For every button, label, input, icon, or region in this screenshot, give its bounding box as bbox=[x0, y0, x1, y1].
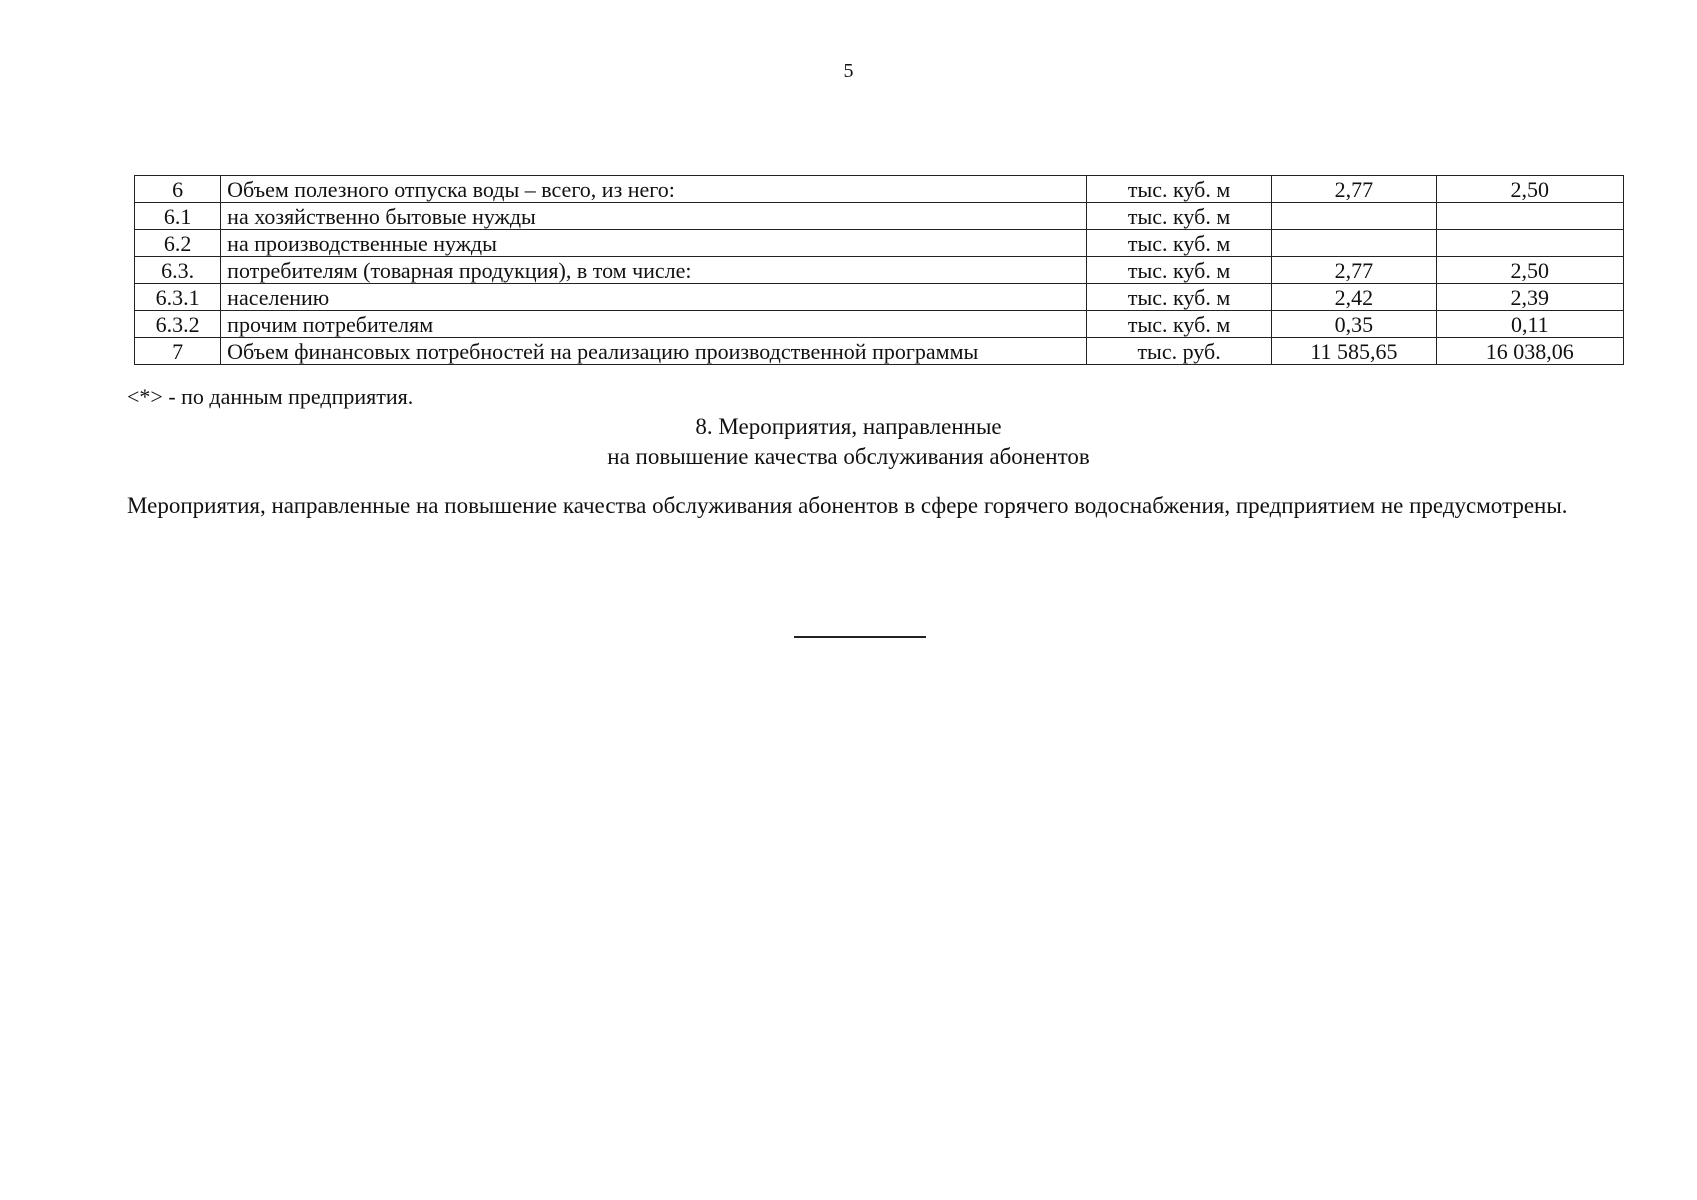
table-row bbox=[135, 338, 1624, 365]
row-unit-cell: тыс. куб. м bbox=[1086, 230, 1271, 257]
row-unit-cell: тыс. куб. м bbox=[1086, 203, 1271, 230]
table-row bbox=[135, 257, 1624, 284]
row-unit-cell: тыс. куб. м bbox=[1086, 257, 1271, 284]
row-name-cell: Объем финансовых потребностей на реализацию производственной программы bbox=[221, 338, 1087, 365]
row-number-cell: 6 bbox=[135, 176, 221, 203]
section-heading bbox=[0, 412, 1697, 472]
row-number-cell: 6.3.1 bbox=[135, 284, 221, 311]
row-unit-cell: тыс. куб. м bbox=[1086, 284, 1271, 311]
production-program-table bbox=[134, 175, 1624, 365]
row-name-cell: на производственные нужды bbox=[221, 230, 1087, 257]
row-value-1-cell: 11 585,65 bbox=[1272, 338, 1436, 365]
section-heading-line-2: на повышение качества обслуживания абонентов bbox=[607, 444, 1090, 469]
row-value-2-cell bbox=[1436, 230, 1623, 257]
row-name-cell: Объем полезного отпуска воды – всего, из него: bbox=[221, 176, 1087, 203]
row-value-1-cell: 2,77 bbox=[1272, 257, 1436, 284]
table-row bbox=[135, 311, 1624, 338]
row-value-1-cell: 2,77 bbox=[1272, 176, 1436, 203]
row-value-2-cell: 0,11 bbox=[1436, 311, 1623, 338]
row-value-2-cell: 2,50 bbox=[1436, 257, 1623, 284]
row-value-1-cell: 2,42 bbox=[1272, 284, 1436, 311]
end-rule-divider bbox=[794, 636, 926, 638]
table-body bbox=[135, 176, 1624, 365]
row-number-cell: 6.3.2 bbox=[135, 311, 221, 338]
row-name-cell: потребителям (товарная продукция), в том числе: bbox=[221, 257, 1087, 284]
row-value-1-cell bbox=[1272, 230, 1436, 257]
table-row bbox=[135, 203, 1624, 230]
table-row bbox=[135, 284, 1624, 311]
row-value-2-cell: 2,39 bbox=[1436, 284, 1623, 311]
page-number: 5 bbox=[843, 60, 854, 82]
row-unit-cell: тыс. куб. м bbox=[1086, 311, 1271, 338]
row-name-cell: на хозяйственно бытовые нужды bbox=[221, 203, 1087, 230]
row-value-2-cell: 16 038,06 bbox=[1436, 338, 1623, 365]
row-value-1-cell bbox=[1272, 203, 1436, 230]
table-row bbox=[135, 176, 1624, 203]
row-value-2-cell bbox=[1436, 203, 1623, 230]
row-name-cell: населению bbox=[221, 284, 1087, 311]
row-unit-cell: тыс. куб. м bbox=[1086, 176, 1271, 203]
row-unit-cell: тыс. руб. bbox=[1086, 338, 1271, 365]
row-name-cell: прочим потребителям bbox=[221, 311, 1087, 338]
row-value-1-cell: 0,35 bbox=[1272, 311, 1436, 338]
row-value-2-cell: 2,50 bbox=[1436, 176, 1623, 203]
footnote: <*> - по данным предприятия. bbox=[127, 384, 414, 409]
section-body-text: Мероприятия, направленные на повышение качества обслуживания абонентов в сфере горячего водоснабжения, предприятием не предусмотрены. bbox=[127, 493, 1568, 518]
row-number-cell: 6.2 bbox=[135, 230, 221, 257]
row-number-cell: 6.3. bbox=[135, 257, 221, 284]
table-row bbox=[135, 230, 1624, 257]
section-heading-line-1: 8. Мероприятия, направленные bbox=[695, 414, 1002, 439]
row-number-cell: 7 bbox=[135, 338, 221, 365]
row-number-cell: 6.1 bbox=[135, 203, 221, 230]
